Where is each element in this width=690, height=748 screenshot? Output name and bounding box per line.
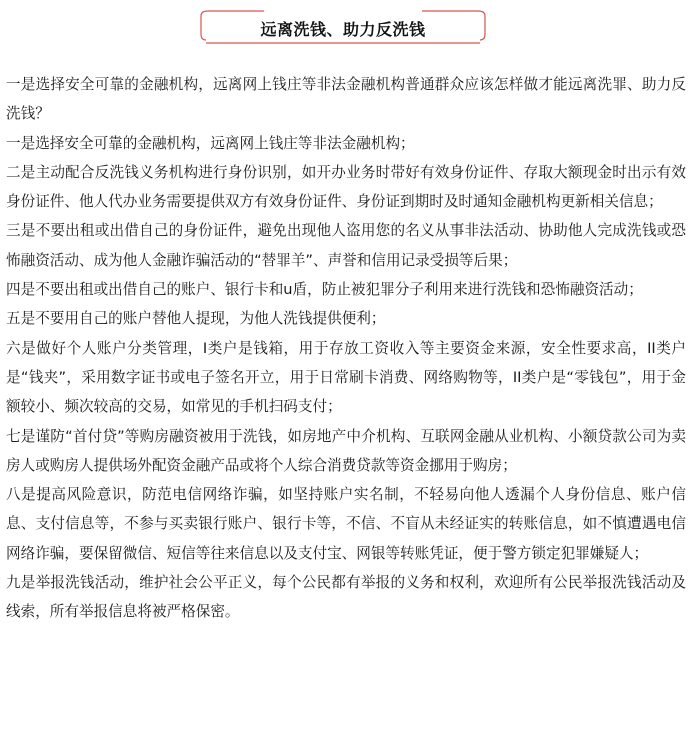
paragraph-9: 九是举报洗钱活动，维护社会公平正义，每个公民都有举报的义务和权利，欢迎所有公民举报洗钱活动及线索，所有举报信息将被严格保密。 (6, 574, 686, 621)
paragraph-7: 七是谨防“首付贷”等购房融资被用于洗钱，如房地产中介机构、互联网金融从业机构、小额贷款公司为卖房人或购房人提供场外配资金融产品或将个人综合消费贷款等资金挪用于购房； (6, 427, 686, 474)
page-title: 远离洗钱、助力反洗钱 (260, 20, 426, 39)
title-banner (200, 10, 486, 44)
paragraph-2: 二是主动配合反洗钱义务机构进行身份识别，如开办业务时带好有效身份证件、存取大额现金时出示有效身份证件、他人代办业务需要提供双方有效身份证件、身份证到期时及时通知金融机构更新相关信息； (6, 163, 686, 211)
paragraph-8: 八是提高风险意识，防范电信网络诈骗，如坚持账户实名制，不轻易向他人透漏个人身份信息、账户信息、支付信息等，不参与买卖银行账户、银行卡等，不信、不盲从未经证实的转账信息，如不慎遭遇电信网络诈骗，要保留微信、短信等往来信息以及支付宝、网银等转账凭证，便于警方锁定犯罪嫌疑人； (6, 486, 686, 562)
paragraph-3: 三是不要出租或出借自己的身份证件，避免出现他人盗用您的名义从事非法活动、协助他人完成洗钱或恐怖融资活动、成为他人金融诈骗活动的“替罪羊”、声誉和信用记录受损等后果； (6, 222, 686, 269)
paragraph-6: 六是做好个人账户分类管理，I类户是钱箱，用于存放工资收入等主要资金来源，安全性要求高，II类户是“钱夹”，采用数字证书或电子签名开立，用于日常刷卡消费、网络购物等，II类户是“零钱包”，用于金额较小、频次较高的交易，如常见的手机扫码支付； (6, 339, 686, 416)
paragraph-intro: 一是选择安全可靠的金融机构，远离网上钱庄等非法金融机构普通群众应该怎样做才能远离洗罪、助力反洗钱？ (6, 76, 686, 123)
paragraph-4: 四是不要出租或出借自己的账户、银行卡和u盾，防止被犯罪分子利用来进行洗钱和恐怖融资活动； (6, 281, 643, 299)
article-body (6, 70, 686, 627)
paragraph-5: 五是不要用自己的账户替他人提现，为他人洗钱提供便利； (6, 310, 386, 328)
paragraph-1: 一是选择安全可靠的金融机构，远离网上钱庄等非法金融机构； (6, 134, 415, 152)
